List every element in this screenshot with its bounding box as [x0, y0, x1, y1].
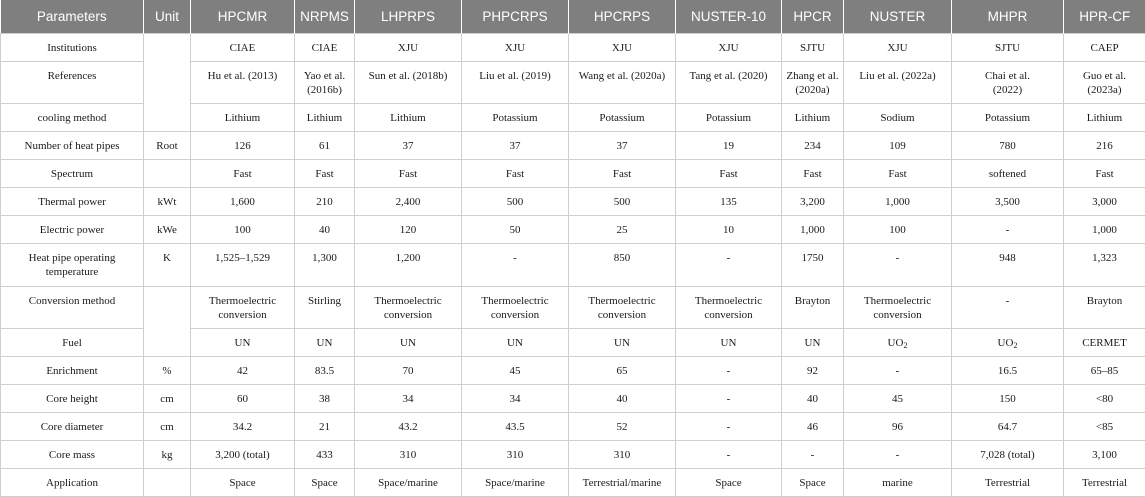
table-cell: Lithium: [295, 104, 355, 132]
table-cell: -: [676, 413, 782, 441]
table-cell: [844, 62, 952, 104]
table-cell: Lithium: [355, 104, 462, 132]
header-unit: Unit: [144, 0, 191, 34]
param-label: Number of heat pipes: [1, 132, 144, 160]
cell-line: Wang et al. (2020a): [578, 70, 666, 82]
table-row-core-mass: [1, 441, 1145, 469]
table-cell: -: [782, 441, 844, 469]
param-label: Spectrum: [1, 160, 144, 188]
unit-cell: Root: [144, 132, 191, 160]
param-label: cooling method: [1, 104, 144, 132]
unit-cell: %: [144, 357, 191, 385]
table-cell: Fast: [844, 160, 952, 188]
cell-line: Thermoelectric: [588, 294, 656, 307]
unit-cell: cm: [144, 413, 191, 441]
table-cell: Terrestrial: [952, 469, 1064, 497]
table-cell: CIAE: [295, 34, 355, 62]
table-cell: [462, 62, 569, 104]
table-cell: Lithium: [1064, 104, 1145, 132]
table-cell: Fast: [782, 160, 844, 188]
cell-line: Brayton: [794, 294, 831, 307]
table-cell: [676, 329, 782, 357]
table-cell: 37: [355, 132, 462, 160]
table-cell: 52: [569, 413, 676, 441]
table-cell: Fast: [1064, 160, 1145, 188]
table-cell: 19: [676, 132, 782, 160]
header-phpcrps: PHPCRPS: [462, 0, 569, 34]
table-cell: 65–85: [1064, 357, 1145, 385]
table-cell: 310: [569, 441, 676, 469]
table-cell: 21: [295, 413, 355, 441]
cell-line: Chai et al.: [985, 70, 1030, 82]
table-cell: -: [676, 385, 782, 413]
param-label: Thermal power: [1, 188, 144, 216]
table-cell: [1064, 62, 1145, 104]
param-label: Institutions: [1, 34, 144, 62]
table-row-institutions: [1, 34, 1145, 62]
table-cell: 310: [462, 441, 569, 469]
cell-line: Liu et al. (2022a): [859, 70, 936, 82]
table-cell: [569, 286, 676, 328]
table-cell: 120: [355, 216, 462, 244]
table-cell: Lithium: [782, 104, 844, 132]
cell-line: conversion: [597, 308, 647, 321]
table-cell: XJU: [462, 34, 569, 62]
table-cell: <80: [1064, 385, 1145, 413]
table-cell: 210: [295, 188, 355, 216]
unit-cell: cm: [144, 385, 191, 413]
table-cell: -: [676, 357, 782, 385]
table-cell: 1,000: [1064, 216, 1145, 244]
table-row-conversion-method: [1, 286, 1145, 328]
header-hpcrps: HPCRPS: [569, 0, 676, 34]
table-cell: [355, 62, 462, 104]
table-cell: 45: [462, 357, 569, 385]
table-cell: [295, 62, 355, 104]
table-cell: 7,028 (total): [952, 441, 1064, 469]
table-cell: Space: [782, 469, 844, 497]
table-cell: -: [844, 244, 952, 286]
table-cell: 1,000: [844, 188, 952, 216]
table-row-spectrum: [1, 160, 1145, 188]
table-cell: 1,300: [295, 244, 355, 286]
table-cell: [844, 329, 952, 357]
table-cell: 61: [295, 132, 355, 160]
cell-line: Stirling: [307, 294, 341, 307]
header-hpcmr: HPCMR: [191, 0, 295, 34]
param-line: Heat pipe operating: [28, 252, 116, 265]
table-cell: 150: [952, 385, 1064, 413]
table-cell: -: [462, 244, 569, 286]
table-cell: 10: [676, 216, 782, 244]
table-cell: [355, 329, 462, 357]
table-cell: [191, 286, 295, 328]
table-cell: [191, 329, 295, 357]
table-cell: Potassium: [676, 104, 782, 132]
table-row-enrichment: [1, 357, 1145, 385]
fuel-name: UN: [400, 336, 416, 349]
table-cell: 25: [569, 216, 676, 244]
table-row-operating-temperature: [1, 244, 1145, 286]
param-label: References: [1, 62, 144, 104]
table-cell: CIAE: [191, 34, 295, 62]
table-cell: Space/marine: [462, 469, 569, 497]
table-cell: XJU: [844, 34, 952, 62]
table-row-heat-pipes: [1, 132, 1145, 160]
table-cell: -: [676, 244, 782, 286]
unit-cell: K: [144, 244, 191, 286]
table-cell: [569, 62, 676, 104]
table-cell: [782, 329, 844, 357]
table-cell: Fast: [569, 160, 676, 188]
table-cell: 92: [782, 357, 844, 385]
table-cell: 109: [844, 132, 952, 160]
table-cell: Fast: [191, 160, 295, 188]
header-nuster: NUSTER: [844, 0, 952, 34]
table-cell: Space: [191, 469, 295, 497]
table-cell: marine: [844, 469, 952, 497]
table-cell: 37: [462, 132, 569, 160]
table-cell: 1,600: [191, 188, 295, 216]
table-cell: Space: [295, 469, 355, 497]
table-cell: 500: [462, 188, 569, 216]
header-lhprps: LHPRPS: [355, 0, 462, 34]
table-cell: 100: [844, 216, 952, 244]
table-cell: [191, 62, 295, 104]
table-cell: Potassium: [952, 104, 1064, 132]
table-cell: 96: [844, 413, 952, 441]
table-cell: 43.2: [355, 413, 462, 441]
table-cell: Fast: [462, 160, 569, 188]
cell-line: Thermoelectric: [374, 294, 442, 307]
param-label: Core mass: [1, 441, 144, 469]
param-label: [1, 244, 144, 286]
cell-line: Zhang et al.: [786, 70, 839, 82]
table-cell: 70: [355, 357, 462, 385]
table-cell: 83.5: [295, 357, 355, 385]
table-cell: Space: [676, 469, 782, 497]
table-cell: 500: [569, 188, 676, 216]
table-cell: 40: [569, 385, 676, 413]
table-cell: Potassium: [462, 104, 569, 132]
table-cell: 234: [782, 132, 844, 160]
table-cell: [462, 286, 569, 328]
header-hpr-cf: HPR-CF: [1064, 0, 1145, 34]
table-cell: 65: [569, 357, 676, 385]
table-cell: XJU: [355, 34, 462, 62]
table-cell: 948: [952, 244, 1064, 286]
table-cell: 16.5: [952, 357, 1064, 385]
table-cell: 3,200: [782, 188, 844, 216]
table-cell: Fast: [676, 160, 782, 188]
fuel-name: UN: [614, 336, 630, 349]
table-cell: [295, 329, 355, 357]
cell-line: Brayton: [1086, 294, 1123, 307]
table-cell: 100: [191, 216, 295, 244]
cell-line: conversion: [873, 308, 922, 321]
header-hpcr: HPCR: [782, 0, 844, 34]
table-cell: [355, 286, 462, 328]
cell-line: (2016b): [307, 84, 342, 96]
table-cell: [676, 286, 782, 328]
table-cell: [569, 329, 676, 357]
table-row-core-diameter: [1, 413, 1145, 441]
table-cell: [782, 286, 844, 328]
header-nrpms: NRPMS: [295, 0, 355, 34]
unit-cell: [144, 469, 191, 497]
table-cell: [952, 329, 1064, 357]
table-cell: 3,200 (total): [191, 441, 295, 469]
table-cell: 46: [782, 413, 844, 441]
table-cell: SJTU: [782, 34, 844, 62]
table-cell: 64.7: [952, 413, 1064, 441]
table-cell: SJTU: [952, 34, 1064, 62]
table-cell: 3,500: [952, 188, 1064, 216]
table-cell: Fast: [295, 160, 355, 188]
cell-line: conversion: [704, 308, 753, 321]
table-cell: softened: [952, 160, 1064, 188]
table-cell: 50: [462, 216, 569, 244]
param-label: Fuel: [1, 329, 144, 357]
param-label: Conversion method: [1, 286, 144, 328]
param-label: Core height: [1, 385, 144, 413]
table-cell: 3,000: [1064, 188, 1145, 216]
header-mhpr: MHPR: [952, 0, 1064, 34]
table-cell: 310: [355, 441, 462, 469]
table-cell: Space/marine: [355, 469, 462, 497]
table-cell: 850: [569, 244, 676, 286]
table-cell: 1,200: [355, 244, 462, 286]
cell-line: Guo et al.: [1082, 70, 1127, 82]
table-cell: Terrestrial/marine: [569, 469, 676, 497]
unit-cell: kg: [144, 441, 191, 469]
unit-cell: [144, 160, 191, 188]
table-cell: -: [844, 441, 952, 469]
table-cell: 1750: [782, 244, 844, 286]
table-cell: 1,323: [1064, 244, 1145, 286]
table-cell: 34: [462, 385, 569, 413]
table-cell: XJU: [676, 34, 782, 62]
cell-line: Thermoelectric: [208, 294, 277, 307]
table-row-thermal-power: [1, 188, 1145, 216]
cell-line: (2020a): [795, 84, 830, 96]
fuel-name: UO: [997, 336, 1014, 349]
cell-line: Hu et al. (2013): [207, 70, 278, 82]
cell-line: conversion: [218, 308, 267, 321]
table-cell: Lithium: [191, 104, 295, 132]
table-row-electric-power: [1, 216, 1145, 244]
header-row: [1, 0, 1145, 34]
cell-line: Liu et al. (2019): [479, 70, 551, 82]
cell-line: -: [1005, 294, 1010, 307]
cell-line: Sun et al. (2018b): [368, 70, 448, 82]
table-cell: 45: [844, 385, 952, 413]
table-cell: Terrestrial: [1064, 469, 1145, 497]
table-cell: 1,000: [782, 216, 844, 244]
table-cell: 40: [782, 385, 844, 413]
cell-line: Yao et al.: [303, 70, 346, 82]
table-cell: [676, 62, 782, 104]
table-cell: [295, 286, 355, 328]
table-cell: Sodium: [844, 104, 952, 132]
cell-line: Thermoelectric: [694, 294, 763, 307]
unit-cell: kWe: [144, 216, 191, 244]
table-cell: 135: [676, 188, 782, 216]
table-cell: 38: [295, 385, 355, 413]
table-cell: 34.2: [191, 413, 295, 441]
table-cell: [462, 329, 569, 357]
table-cell: Potassium: [569, 104, 676, 132]
cell-line: Thermoelectric: [481, 294, 549, 307]
unit-cell: [144, 286, 191, 356]
param-label: Application: [1, 469, 144, 497]
table-cell: 433: [295, 441, 355, 469]
fuel-name: UN: [720, 336, 737, 349]
table-cell: 216: [1064, 132, 1145, 160]
table-cell: 43.5: [462, 413, 569, 441]
fuel-name: CERMET: [1082, 336, 1127, 349]
param-label: Electric power: [1, 216, 144, 244]
table-cell: CAEP: [1064, 34, 1145, 62]
fuel-name: UO: [887, 336, 904, 349]
table-cell: [952, 62, 1064, 104]
cell-line: (2022): [992, 84, 1023, 96]
table-row-core-height: [1, 385, 1145, 413]
fuel-name: UN: [316, 336, 333, 349]
fuel-name: UN: [804, 336, 821, 349]
param-line: temperature: [45, 266, 99, 279]
table-cell: [844, 286, 952, 328]
cell-line: Thermoelectric: [863, 294, 932, 307]
fuel-name: UN: [234, 336, 251, 349]
fuel-name: UN: [507, 336, 523, 349]
param-label: Core diameter: [1, 413, 144, 441]
table-cell: XJU: [569, 34, 676, 62]
fuel-subscript: 2: [903, 340, 908, 350]
table-cell: 60: [191, 385, 295, 413]
unit-cell: kWt: [144, 188, 191, 216]
header-parameters: Parameters: [1, 0, 144, 34]
table-cell: 2,400: [355, 188, 462, 216]
table-cell: [952, 286, 1064, 328]
table-cell: 37: [569, 132, 676, 160]
table-cell: 40: [295, 216, 355, 244]
table-cell: 34: [355, 385, 462, 413]
cell-line: (2023a): [1087, 84, 1122, 96]
table-cell: 126: [191, 132, 295, 160]
table-cell: Fast: [355, 160, 462, 188]
unit-cell: [144, 34, 191, 132]
param-label: Enrichment: [1, 357, 144, 385]
fuel-subscript: 2: [1013, 340, 1018, 350]
table-cell: 3,100: [1064, 441, 1145, 469]
header-nuster-10: NUSTER-10: [676, 0, 782, 34]
table-cell: 42: [191, 357, 295, 385]
cell-line: conversion: [490, 308, 540, 321]
table-cell: [782, 62, 844, 104]
table-cell: [1064, 329, 1145, 357]
table-row-application: [1, 469, 1145, 497]
table-cell: -: [844, 357, 952, 385]
table-cell: [1064, 286, 1145, 328]
cell-line: Tang et al. (2020): [689, 70, 768, 82]
table-cell: -: [676, 441, 782, 469]
table-cell: -: [952, 216, 1064, 244]
table-cell: 780: [952, 132, 1064, 160]
table-cell: <85: [1064, 413, 1145, 441]
cell-line: conversion: [383, 308, 433, 321]
table-cell: 1,525–1,529: [191, 244, 295, 286]
